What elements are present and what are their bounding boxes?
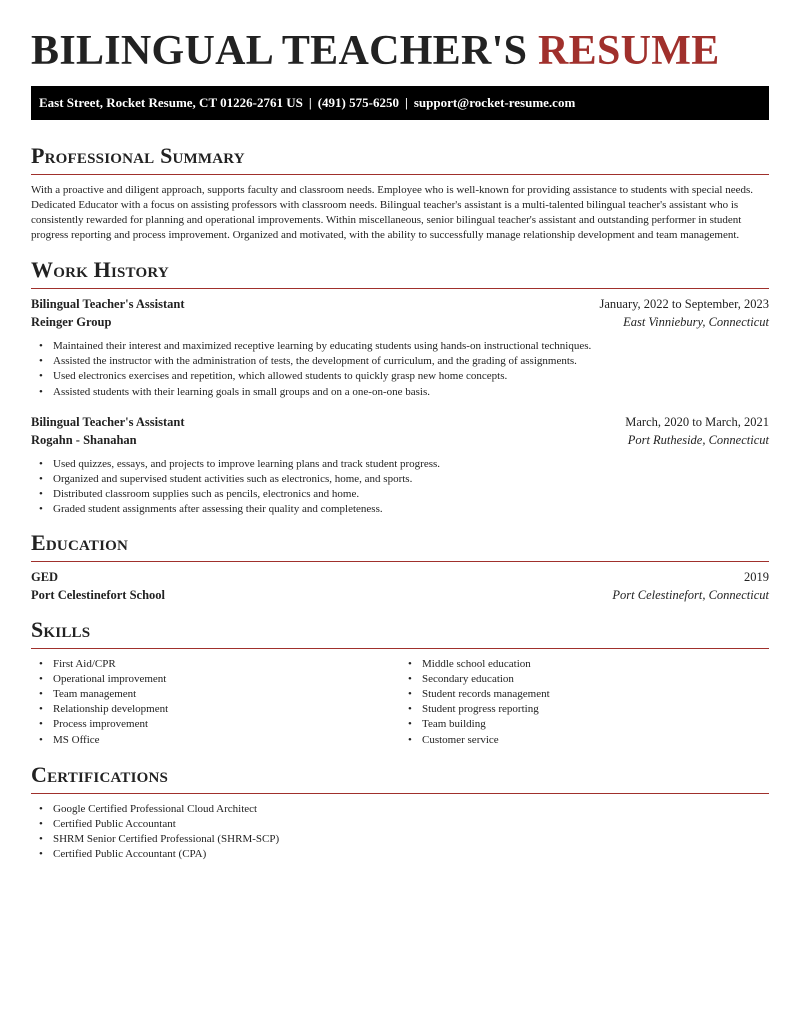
contact-separator: | (404, 95, 408, 110)
certification-item: • SHRM Senior Certified Professional (SHRM-SCP) (53, 832, 769, 847)
skills-grid (31, 657, 769, 748)
skill-item: • Customer service (422, 733, 769, 748)
job-title: Bilingual Teacher's Assistant (31, 297, 185, 311)
skill-item: • Student progress reporting (422, 702, 769, 717)
job-entry (31, 415, 769, 518)
skills-section (31, 617, 769, 748)
education-section (31, 530, 769, 603)
title-main: BILINGUAL TEACHER'S (31, 28, 539, 74)
skill-item: • Relationship development (53, 702, 400, 717)
education-location: Port Celestinefort, Connecticut (612, 587, 769, 602)
resume-title (31, 0, 769, 75)
section-heading-certifications: Certifications (31, 761, 169, 787)
summary-text: With a proactive and diligent approach, supports faculty and classroom needs. Employee who is well-known for providing assistance to students with special needs. Dedicated Educator with a focus on assisting professors with classroom needs. Bilingual teacher's assistant is a multi-talented bilingual teacher's assistant who is consistently rewarded for planning and operational improvements. Within miscellaneous, senior bilingual teacher's assistant and outstanding performer in student progress reporting and process improvement. Organized and motivated, with the ability to successfully manage relationship development and team management. (31, 184, 754, 241)
education-school-row (31, 588, 769, 603)
contact-email[interactable]: support@rocket-resume.com (413, 95, 576, 110)
skill-item: • Student records management (422, 687, 769, 702)
education-school: Port Celestinefort School (31, 587, 165, 602)
job-duty-item: • Used electronics exercises and repetition, which allowed students to quickly grasp new home concepts. (53, 369, 769, 384)
section-divider (31, 648, 769, 649)
job-entry (31, 297, 769, 400)
section-heading-summary: Professional Summary (31, 143, 245, 168)
title-accent: RESUME (538, 28, 720, 74)
job-company: Reinger Group (31, 315, 112, 329)
job-title-row (31, 415, 769, 430)
job-company-row (31, 433, 769, 448)
section-divider (31, 793, 769, 794)
section-divider (31, 561, 769, 562)
skill-item: • Team building (422, 717, 769, 732)
skill-item: • MS Office (53, 733, 400, 748)
section-heading-work-history: Work History (31, 257, 169, 282)
skills-list (400, 657, 769, 748)
certifications-list (31, 802, 769, 863)
job-duty-item: • Maintained their interest and maximized receptive learning by educating students using hands-on instructional techniques. (53, 339, 769, 354)
section-heading-skills: Skills (31, 616, 91, 642)
contact-separator: | (308, 95, 312, 110)
skill-item: • First Aid/CPR (53, 657, 400, 672)
work-history-section (31, 257, 769, 518)
skills-column-right (400, 657, 769, 748)
section-heading-education: Education (31, 529, 129, 555)
job-duty-item: • Graded student assignments after assessing their quality and completeness. (53, 502, 769, 517)
education-degree-row (31, 570, 769, 585)
job-duty-item: • Used quizzes, essays, and projects to improve learning plans and track student progress. (53, 457, 769, 472)
skills-list (31, 657, 400, 748)
section-divider (31, 174, 769, 175)
job-duty-item: • Distributed classroom supplies such as pencils, electronics and home. (53, 487, 769, 502)
section-divider (31, 288, 769, 289)
skill-item: • Operational improvement (53, 672, 400, 687)
skill-item: • Process improvement (53, 717, 400, 732)
job-title: Bilingual Teacher's Assistant (31, 414, 185, 429)
contact-bar (31, 86, 769, 120)
job-duties-list (31, 339, 769, 400)
job-company: Rogahn - Shanahan (31, 432, 137, 447)
job-location: East Vinniebury, Connecticut (623, 315, 769, 329)
skill-item: • Middle school education (422, 657, 769, 672)
job-dates: March, 2020 to March, 2021 (625, 414, 769, 429)
job-duty-item: • Organized and supervised student activities such as electronics, home, and sports. (53, 472, 769, 487)
skills-column-left (31, 657, 400, 748)
certification-item: • Certified Public Accountant (CPA) (53, 847, 769, 862)
certifications-section (31, 762, 769, 863)
certification-item: • Certified Public Accountant (53, 817, 769, 832)
education-degree: GED (31, 569, 59, 584)
job-dates: January, 2022 to September, 2023 (599, 297, 769, 311)
contact-phone[interactable]: (491) 575-6250 (317, 95, 399, 110)
contact-address: East Street, Rocket Resume, CT 01226-2761 US (39, 95, 303, 110)
job-title-row (31, 297, 769, 312)
job-duty-item: • Assisted the instructor with the administration of tests, the development of curriculum, and the grading of assignments. (53, 354, 769, 369)
skill-item: • Team management (53, 687, 400, 702)
job-company-row (31, 315, 769, 330)
certification-item: • Google Certified Professional Cloud Architect (53, 802, 769, 817)
education-year: 2019 (744, 569, 769, 584)
summary-section (31, 143, 769, 243)
job-location: Port Rutheside, Connecticut (627, 432, 769, 447)
job-duty-item: • Assisted students with their learning goals in small groups and on a one-on-one basis. (53, 385, 769, 400)
job-duties-list (31, 457, 769, 518)
skill-item: • Secondary education (422, 672, 769, 687)
